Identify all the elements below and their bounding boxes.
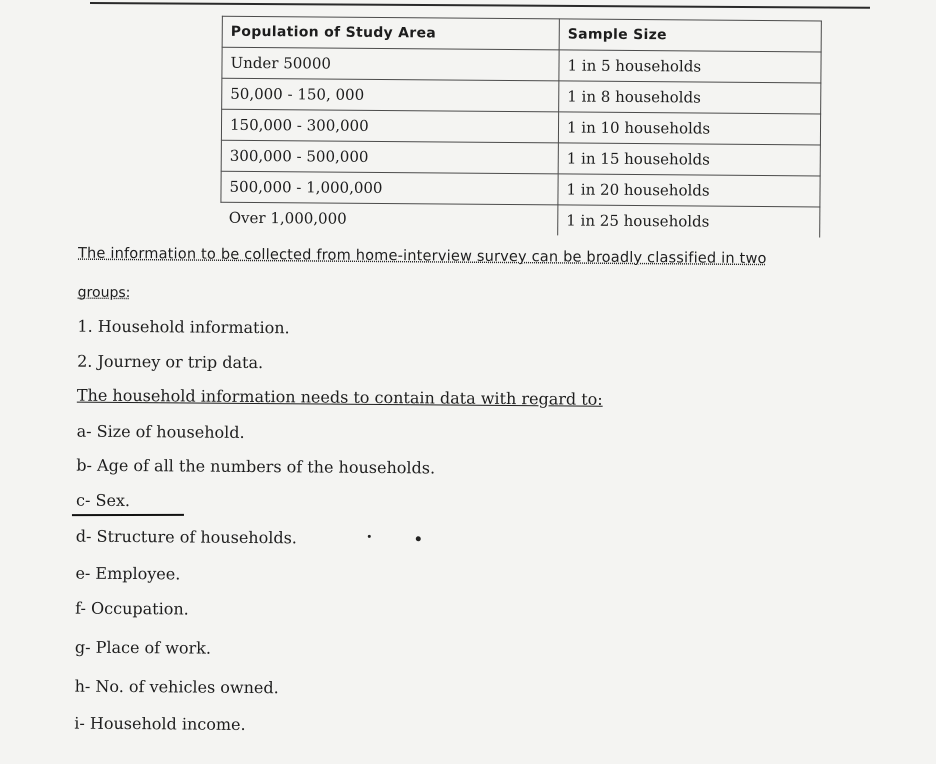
sample-size-cell: 1 in 10 households: [558, 112, 820, 145]
population-cell: 300,000 - 500,000: [221, 140, 558, 174]
header-population: Population of Study Area: [222, 16, 559, 50]
household-item: c- Sex.: [75, 490, 131, 511]
group-item: 1. Household information.: [77, 316, 290, 338]
household-item: h- No. of vehicles owned.: [74, 676, 279, 698]
population-cell: 150,000 - 300,000: [221, 109, 558, 143]
table-row: [221, 202, 820, 237]
sample-size-cell: 1 in 25 households: [558, 205, 820, 238]
header-sample-size: Sample Size: [559, 19, 821, 52]
population-cell: Over 1,000,000: [221, 202, 558, 235]
population-cell: 50,000 - 150, 000: [222, 78, 559, 112]
household-item: a- Size of household.: [76, 421, 245, 442]
household-item: e- Employee.: [75, 563, 181, 584]
group-item: 2. Journey or trip data.: [77, 351, 264, 373]
table-row: [221, 109, 820, 145]
pen-underline-mark: [72, 514, 184, 516]
table-row: [221, 171, 820, 207]
household-heading: The household information needs to contain data with regard to:: [76, 385, 603, 409]
ink-dot: [368, 535, 371, 538]
household-item: f- Occupation.: [75, 598, 189, 619]
table-row: [221, 140, 820, 176]
ink-dot: [416, 536, 421, 541]
intro-sentence: The information to be collected from home-interview survey can be broadly classified in two: [77, 245, 767, 268]
household-item: g- Place of work.: [74, 637, 212, 658]
household-item: b- Age of all the numbers of the households.: [76, 455, 436, 478]
sample-size-cell: 1 in 15 households: [558, 143, 820, 176]
sample-size-table: [220, 16, 822, 238]
population-cell: Under 50000: [222, 47, 559, 81]
sample-size-cell: 1 in 5 households: [559, 50, 821, 83]
sample-size-cell: 1 in 20 households: [558, 174, 820, 207]
population-cell: 500,000 - 1,000,000: [221, 171, 558, 205]
table-row: [222, 78, 821, 114]
table-header-row: [222, 16, 821, 52]
intro-sentence-continued: groups:: [77, 284, 131, 302]
household-item: d- Structure of households.: [75, 526, 298, 548]
table-row: [222, 47, 821, 83]
household-item: i- Household income.: [74, 713, 246, 734]
sample-size-cell: 1 in 8 households: [559, 81, 821, 114]
